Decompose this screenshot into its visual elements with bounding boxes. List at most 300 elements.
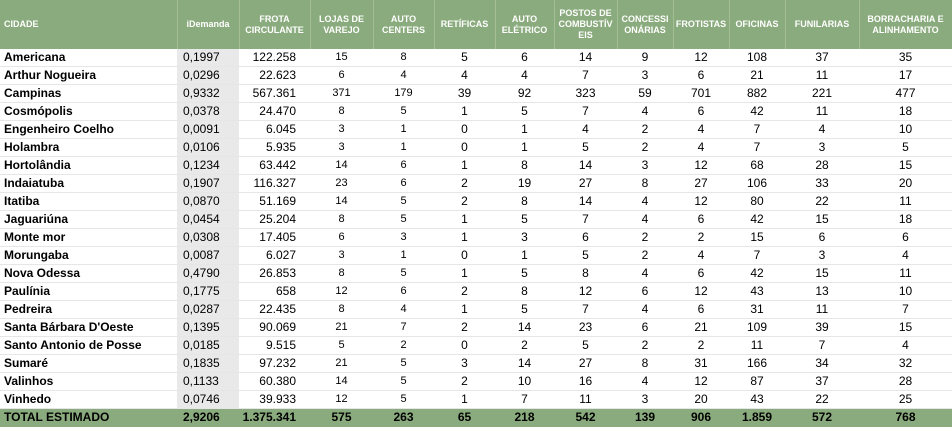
column-header-retificas: RETÍFICAS	[434, 0, 495, 49]
total-cell-frota-circulante: 1.375.341	[239, 409, 310, 427]
cell-concessionarias: 8	[617, 175, 673, 193]
cell-idemanda: 0,1234	[177, 157, 239, 175]
cell-borracharia-e-alinhamento: 10	[859, 283, 952, 301]
cell-lojas-de-varejo: 6	[310, 229, 373, 247]
cell-auto-eletrico: 1	[495, 121, 554, 139]
cell-borracharia-e-alinhamento: 25	[859, 391, 952, 409]
cell-funilarias: 11	[785, 103, 859, 121]
cell-funilarias: 11	[785, 67, 859, 85]
total-cell-lojas-de-varejo: 575	[310, 409, 373, 427]
cell-frota-circulante: 658	[239, 283, 310, 301]
cell-idemanda: 0,0308	[177, 229, 239, 247]
cell-auto-eletrico: 5	[495, 265, 554, 283]
cell-frotistas: 4	[673, 121, 729, 139]
cell-oficinas: 15	[729, 229, 785, 247]
cell-postos-de-combustiveis: 14	[554, 193, 617, 211]
cell-lojas-de-varejo: 12	[310, 283, 373, 301]
cell-lojas-de-varejo: 15	[310, 49, 373, 67]
cell-idemanda: 0,0746	[177, 391, 239, 409]
cell-retificas: 1	[434, 211, 495, 229]
cell-borracharia-e-alinhamento: 15	[859, 319, 952, 337]
table-row	[0, 139, 952, 157]
cell-lojas-de-varejo: 14	[310, 373, 373, 391]
cell-borracharia-e-alinhamento: 4	[859, 247, 952, 265]
cell-auto-eletrico: 8	[495, 193, 554, 211]
cell-auto-centers: 7	[373, 319, 434, 337]
cell-frotistas: 12	[673, 49, 729, 67]
cell-retificas: 2	[434, 193, 495, 211]
cell-funilarias: 13	[785, 283, 859, 301]
cell-auto-eletrico: 2	[495, 337, 554, 355]
cell-auto-centers: 3	[373, 229, 434, 247]
cell-auto-centers: 5	[373, 265, 434, 283]
cell-funilarias: 34	[785, 355, 859, 373]
cell-auto-centers: 1	[373, 247, 434, 265]
cell-city: Valinhos	[0, 373, 177, 391]
cell-oficinas: 106	[729, 175, 785, 193]
cell-frota-circulante: 5.935	[239, 139, 310, 157]
cell-postos-de-combustiveis: 323	[554, 85, 617, 103]
cell-oficinas: 68	[729, 157, 785, 175]
cell-idemanda: 0,0287	[177, 301, 239, 319]
cell-funilarias: 39	[785, 319, 859, 337]
cell-city: Holambra	[0, 139, 177, 157]
cell-concessionarias: 2	[617, 247, 673, 265]
cell-retificas: 1	[434, 229, 495, 247]
cell-lojas-de-varejo: 3	[310, 121, 373, 139]
cell-frotistas: 4	[673, 247, 729, 265]
cell-postos-de-combustiveis: 11	[554, 391, 617, 409]
cell-idemanda: 0,1133	[177, 373, 239, 391]
cell-city: Nova Odessa	[0, 265, 177, 283]
cell-borracharia-e-alinhamento: 35	[859, 49, 952, 67]
cell-frota-circulante: 25.204	[239, 211, 310, 229]
cell-auto-eletrico: 1	[495, 247, 554, 265]
cell-retificas: 5	[434, 49, 495, 67]
cell-frota-circulante: 51.169	[239, 193, 310, 211]
cell-lojas-de-varejo: 8	[310, 211, 373, 229]
table-row	[0, 301, 952, 319]
cell-lojas-de-varejo: 3	[310, 139, 373, 157]
cell-auto-centers: 6	[373, 283, 434, 301]
table-row	[0, 85, 952, 103]
table-row	[0, 121, 952, 139]
table-row	[0, 337, 952, 355]
total-cell-auto-eletrico: 218	[495, 409, 554, 427]
table-row	[0, 193, 952, 211]
cell-funilarias: 33	[785, 175, 859, 193]
cell-oficinas: 43	[729, 391, 785, 409]
cell-city: Engenheiro Coelho	[0, 121, 177, 139]
cell-idemanda: 0,0378	[177, 103, 239, 121]
cell-concessionarias: 4	[617, 193, 673, 211]
cell-frotistas: 12	[673, 373, 729, 391]
table-row	[0, 49, 952, 67]
cell-borracharia-e-alinhamento: 10	[859, 121, 952, 139]
cell-oficinas: 87	[729, 373, 785, 391]
cell-city: Americana	[0, 49, 177, 67]
column-header-concessionarias: CONCESSI ONÁRIAS	[617, 0, 673, 49]
cell-oficinas: 43	[729, 283, 785, 301]
cell-retificas: 0	[434, 337, 495, 355]
cell-city: Itatiba	[0, 193, 177, 211]
cell-borracharia-e-alinhamento: 6	[859, 229, 952, 247]
cell-concessionarias: 4	[617, 103, 673, 121]
cell-retificas: 0	[434, 139, 495, 157]
cell-frota-circulante: 22.623	[239, 67, 310, 85]
cell-frotistas: 12	[673, 283, 729, 301]
cell-borracharia-e-alinhamento: 17	[859, 67, 952, 85]
cell-frota-circulante: 9.515	[239, 337, 310, 355]
total-row	[0, 409, 952, 427]
cell-frotistas: 2	[673, 337, 729, 355]
cell-auto-eletrico: 14	[495, 319, 554, 337]
column-header-lojas-de-varejo: LOJAS DE VAREJO	[310, 0, 373, 49]
cell-idemanda: 0,1775	[177, 283, 239, 301]
cell-auto-centers: 179	[373, 85, 434, 103]
cell-postos-de-combustiveis: 6	[554, 229, 617, 247]
table-row	[0, 229, 952, 247]
cell-lojas-de-varejo: 5	[310, 337, 373, 355]
cell-postos-de-combustiveis: 14	[554, 49, 617, 67]
cell-borracharia-e-alinhamento: 4	[859, 337, 952, 355]
cell-borracharia-e-alinhamento: 32	[859, 355, 952, 373]
total-cell-frotistas: 906	[673, 409, 729, 427]
cell-postos-de-combustiveis: 7	[554, 301, 617, 319]
cell-funilarias: 28	[785, 157, 859, 175]
cell-lojas-de-varejo: 8	[310, 103, 373, 121]
cell-auto-centers: 6	[373, 175, 434, 193]
cell-borracharia-e-alinhamento: 5	[859, 139, 952, 157]
cell-auto-centers: 1	[373, 139, 434, 157]
cell-funilarias: 7	[785, 337, 859, 355]
cell-frotistas: 6	[673, 301, 729, 319]
cell-idemanda: 0,0091	[177, 121, 239, 139]
cell-lojas-de-varejo: 21	[310, 319, 373, 337]
cell-idemanda: 0,0087	[177, 247, 239, 265]
cell-frotistas: 12	[673, 193, 729, 211]
cell-frota-circulante: 39.933	[239, 391, 310, 409]
cell-lojas-de-varejo: 3	[310, 247, 373, 265]
cell-auto-eletrico: 5	[495, 301, 554, 319]
cell-idemanda: 0,1907	[177, 175, 239, 193]
cell-idemanda: 0,4790	[177, 265, 239, 283]
cell-city: Vinhedo	[0, 391, 177, 409]
cell-concessionarias: 3	[617, 67, 673, 85]
cell-concessionarias: 2	[617, 139, 673, 157]
cell-lojas-de-varejo: 21	[310, 355, 373, 373]
cell-postos-de-combustiveis: 5	[554, 139, 617, 157]
cell-retificas: 4	[434, 67, 495, 85]
table-row	[0, 391, 952, 409]
table-row	[0, 103, 952, 121]
cell-concessionarias: 6	[617, 283, 673, 301]
cell-postos-de-combustiveis: 14	[554, 157, 617, 175]
cell-frotistas: 6	[673, 67, 729, 85]
table-row	[0, 175, 952, 193]
cell-city: Jaguariúna	[0, 211, 177, 229]
total-cell-concessionarias: 139	[617, 409, 673, 427]
cell-city: Santa Bárbara D'Oeste	[0, 319, 177, 337]
cell-idemanda: 0,1395	[177, 319, 239, 337]
cell-retificas: 2	[434, 319, 495, 337]
cell-postos-de-combustiveis: 8	[554, 265, 617, 283]
cell-oficinas: 11	[729, 337, 785, 355]
cell-borracharia-e-alinhamento: 28	[859, 373, 952, 391]
cell-frota-circulante: 567.361	[239, 85, 310, 103]
cell-retificas: 2	[434, 175, 495, 193]
cell-concessionarias: 4	[617, 265, 673, 283]
table-row	[0, 157, 952, 175]
cell-borracharia-e-alinhamento: 11	[859, 193, 952, 211]
cell-frota-circulante: 6.027	[239, 247, 310, 265]
column-header-frotistas: FROTISTAS	[673, 0, 729, 49]
cell-frotistas: 6	[673, 211, 729, 229]
cell-frota-circulante: 26.853	[239, 265, 310, 283]
cell-frota-circulante: 6.045	[239, 121, 310, 139]
cell-funilarias: 22	[785, 391, 859, 409]
cell-oficinas: 42	[729, 265, 785, 283]
cell-funilarias: 15	[785, 211, 859, 229]
cell-city: Sumaré	[0, 355, 177, 373]
table-row	[0, 211, 952, 229]
cell-retificas: 2	[434, 283, 495, 301]
cell-borracharia-e-alinhamento: 11	[859, 265, 952, 283]
cell-concessionarias: 3	[617, 391, 673, 409]
table-row	[0, 355, 952, 373]
column-header-funilarias: FUNILARIAS	[785, 0, 859, 49]
cell-postos-de-combustiveis: 27	[554, 175, 617, 193]
cell-frotistas: 2	[673, 229, 729, 247]
cell-concessionarias: 59	[617, 85, 673, 103]
cell-idemanda: 0,1997	[177, 49, 239, 67]
cell-borracharia-e-alinhamento: 7	[859, 301, 952, 319]
cell-oficinas: 108	[729, 49, 785, 67]
cell-auto-eletrico: 5	[495, 211, 554, 229]
column-header-borracharia-e-alinhamento: BORRACHARIA E ALINHAMENTO	[859, 0, 952, 49]
cell-postos-de-combustiveis: 7	[554, 103, 617, 121]
table-row	[0, 373, 952, 391]
cell-borracharia-e-alinhamento: 477	[859, 85, 952, 103]
cell-frota-circulante: 17.405	[239, 229, 310, 247]
header-row	[0, 0, 952, 49]
cell-idemanda: 0,0185	[177, 337, 239, 355]
table-row	[0, 319, 952, 337]
total-cell-postos-de-combustiveis: 542	[554, 409, 617, 427]
total-cell-funilarias: 572	[785, 409, 859, 427]
table-row	[0, 283, 952, 301]
cell-frotistas: 20	[673, 391, 729, 409]
cell-retificas: 1	[434, 103, 495, 121]
cell-frota-circulante: 60.380	[239, 373, 310, 391]
cell-funilarias: 221	[785, 85, 859, 103]
cell-frotistas: 27	[673, 175, 729, 193]
cell-auto-centers: 1	[373, 121, 434, 139]
cell-city: Pedreira	[0, 301, 177, 319]
total-cell-auto-centers: 263	[373, 409, 434, 427]
cell-concessionarias: 4	[617, 301, 673, 319]
cell-auto-centers: 5	[373, 373, 434, 391]
cell-idemanda: 0,9332	[177, 85, 239, 103]
cell-lojas-de-varejo: 8	[310, 265, 373, 283]
cell-auto-centers: 5	[373, 211, 434, 229]
cell-retificas: 1	[434, 157, 495, 175]
cell-frotistas: 701	[673, 85, 729, 103]
total-cell-borracharia-e-alinhamento: 768	[859, 409, 952, 427]
cell-auto-eletrico: 5	[495, 103, 554, 121]
cell-funilarias: 11	[785, 301, 859, 319]
cell-postos-de-combustiveis: 5	[554, 337, 617, 355]
cell-frota-circulante: 116.327	[239, 175, 310, 193]
cell-retificas: 39	[434, 85, 495, 103]
cell-auto-eletrico: 4	[495, 67, 554, 85]
cell-retificas: 1	[434, 301, 495, 319]
cell-frota-circulante: 22.435	[239, 301, 310, 319]
cell-lojas-de-varejo: 12	[310, 391, 373, 409]
cell-auto-centers: 4	[373, 301, 434, 319]
cell-auto-eletrico: 8	[495, 157, 554, 175]
cell-borracharia-e-alinhamento: 15	[859, 157, 952, 175]
cell-idemanda: 0,0454	[177, 211, 239, 229]
cell-concessionarias: 4	[617, 211, 673, 229]
cell-frotistas: 21	[673, 319, 729, 337]
cell-concessionarias: 8	[617, 355, 673, 373]
cell-concessionarias: 9	[617, 49, 673, 67]
column-header-idemanda: iDemanda	[177, 0, 239, 49]
cell-postos-de-combustiveis: 7	[554, 67, 617, 85]
column-header-city: CIDADE	[0, 0, 177, 49]
cell-funilarias: 3	[785, 139, 859, 157]
cell-auto-eletrico: 8	[495, 283, 554, 301]
cell-lojas-de-varejo: 371	[310, 85, 373, 103]
cell-frotistas: 12	[673, 157, 729, 175]
cell-auto-eletrico: 10	[495, 373, 554, 391]
cell-frotistas: 6	[673, 265, 729, 283]
cell-retificas: 1	[434, 265, 495, 283]
cell-funilarias: 22	[785, 193, 859, 211]
cell-funilarias: 37	[785, 373, 859, 391]
column-header-auto-centers: AUTO CENTERS	[373, 0, 434, 49]
cell-auto-eletrico: 7	[495, 391, 554, 409]
cell-auto-centers: 8	[373, 49, 434, 67]
cell-borracharia-e-alinhamento: 18	[859, 103, 952, 121]
cell-lojas-de-varejo: 8	[310, 301, 373, 319]
cell-funilarias: 15	[785, 265, 859, 283]
cell-frotistas: 4	[673, 139, 729, 157]
cell-postos-de-combustiveis: 12	[554, 283, 617, 301]
cell-retificas: 3	[434, 355, 495, 373]
cell-city: Campinas	[0, 85, 177, 103]
cell-oficinas: 166	[729, 355, 785, 373]
cell-idemanda: 0,0870	[177, 193, 239, 211]
cell-oficinas: 31	[729, 301, 785, 319]
cell-city: Indaiatuba	[0, 175, 177, 193]
cell-auto-centers: 6	[373, 157, 434, 175]
cell-oficinas: 7	[729, 247, 785, 265]
cell-funilarias: 6	[785, 229, 859, 247]
cell-auto-centers: 5	[373, 391, 434, 409]
cell-funilarias: 4	[785, 121, 859, 139]
column-header-postos-de-combustiveis: POSTOS DE COMBUSTÍV EIS	[554, 0, 617, 49]
total-cell-retificas: 65	[434, 409, 495, 427]
cell-lojas-de-varejo: 14	[310, 193, 373, 211]
cell-oficinas: 7	[729, 139, 785, 157]
total-cell-idemanda: 2,9206	[177, 409, 239, 427]
cell-postos-de-combustiveis: 16	[554, 373, 617, 391]
cell-frotistas: 6	[673, 103, 729, 121]
cell-postos-de-combustiveis: 23	[554, 319, 617, 337]
cell-concessionarias: 4	[617, 373, 673, 391]
cell-oficinas: 42	[729, 103, 785, 121]
cell-oficinas: 7	[729, 121, 785, 139]
cell-city: Hortolândia	[0, 157, 177, 175]
cell-frota-circulante: 97.232	[239, 355, 310, 373]
column-header-oficinas: OFICINAS	[729, 0, 785, 49]
cell-retificas: 2	[434, 373, 495, 391]
cell-city: Arthur Nogueira	[0, 67, 177, 85]
cell-concessionarias: 3	[617, 157, 673, 175]
cell-postos-de-combustiveis: 7	[554, 211, 617, 229]
cell-idemanda: 0,1835	[177, 355, 239, 373]
cell-borracharia-e-alinhamento: 18	[859, 211, 952, 229]
cell-idemanda: 0,0296	[177, 67, 239, 85]
cell-oficinas: 42	[729, 211, 785, 229]
cell-retificas: 0	[434, 121, 495, 139]
cell-auto-centers: 5	[373, 193, 434, 211]
cell-postos-de-combustiveis: 27	[554, 355, 617, 373]
cell-concessionarias: 2	[617, 337, 673, 355]
cell-retificas: 0	[434, 247, 495, 265]
cell-city: Santo Antonio de Posse	[0, 337, 177, 355]
cell-frota-circulante: 63.442	[239, 157, 310, 175]
column-header-frota-circulante: FROTA CIRCULANTE	[239, 0, 310, 49]
cell-auto-centers: 4	[373, 67, 434, 85]
cell-auto-eletrico: 6	[495, 49, 554, 67]
cell-city: Paulínia	[0, 283, 177, 301]
cell-borracharia-e-alinhamento: 20	[859, 175, 952, 193]
total-cell-oficinas: 1.859	[729, 409, 785, 427]
cell-lojas-de-varejo: 14	[310, 157, 373, 175]
cell-postos-de-combustiveis: 4	[554, 121, 617, 139]
cell-idemanda: 0,0106	[177, 139, 239, 157]
table-row	[0, 67, 952, 85]
cell-auto-eletrico: 3	[495, 229, 554, 247]
cell-city: Monte mor	[0, 229, 177, 247]
table-body	[0, 49, 952, 409]
column-header-auto-eletrico: AUTO ELÉTRICO	[495, 0, 554, 49]
cell-city: Cosmópolis	[0, 103, 177, 121]
cell-lojas-de-varejo: 6	[310, 67, 373, 85]
cell-auto-centers: 5	[373, 355, 434, 373]
cell-auto-eletrico: 14	[495, 355, 554, 373]
cell-concessionarias: 2	[617, 121, 673, 139]
cell-auto-eletrico: 19	[495, 175, 554, 193]
cell-auto-centers: 2	[373, 337, 434, 355]
cell-auto-centers: 5	[373, 103, 434, 121]
cell-city: Morungaba	[0, 247, 177, 265]
table-row	[0, 265, 952, 283]
cell-oficinas: 882	[729, 85, 785, 103]
cell-oficinas: 109	[729, 319, 785, 337]
cell-auto-eletrico: 1	[495, 139, 554, 157]
cell-oficinas: 21	[729, 67, 785, 85]
cell-retificas: 1	[434, 391, 495, 409]
table-row	[0, 247, 952, 265]
cell-frota-circulante: 122.258	[239, 49, 310, 67]
cell-frota-circulante: 24.470	[239, 103, 310, 121]
cell-frotistas: 31	[673, 355, 729, 373]
cell-concessionarias: 6	[617, 319, 673, 337]
